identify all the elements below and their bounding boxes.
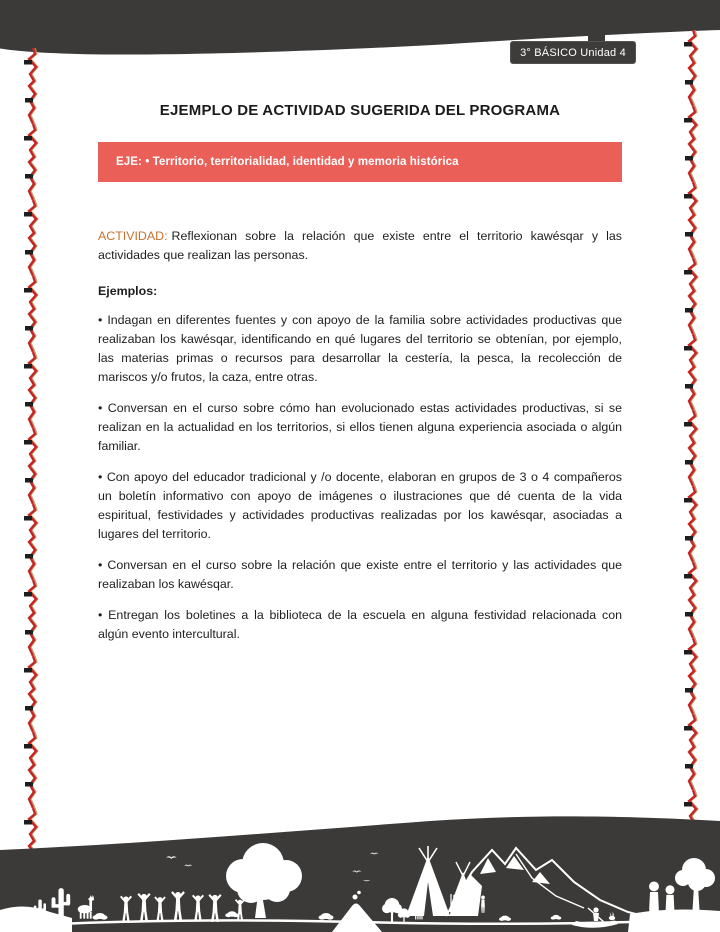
example-bullet-4: • Conversan en el curso sobre la relación que existe entre el territorio y las actividades que realizaban los kawésqar. bbox=[98, 558, 622, 591]
activity-paragraph bbox=[98, 227, 622, 265]
decorative-side-border-right bbox=[680, 30, 706, 828]
decorative-side-border-left bbox=[20, 48, 46, 850]
example-bullet-3: • Con apoyo del educador tradicional y /o docente, elaboran en grupos de 3 o 4 compañeros un boletín informativo con apoyo de imágenes o ilustraciones que dé cuenta de la vida espiritual, festividades y actividades productivas realizadas por los kawésqar, asociadas a lugares del territorio. bbox=[98, 470, 622, 541]
activity-text: Reflexionan sobre la relación que existe entre el territorio kawésqar y las actividades que realizan las personas. bbox=[98, 229, 622, 262]
page-title: EJEMPLO DE ACTIVIDAD SUGERIDA DEL PROGRAMA bbox=[159, 102, 561, 119]
eje-banner-label: EJE: • Territorio, territorialidad, identidad y memoria histórica bbox=[116, 156, 459, 168]
activity-label: ACTIVIDAD: bbox=[98, 229, 168, 243]
unit-badge bbox=[510, 41, 636, 64]
content-area bbox=[98, 100, 622, 656]
example-bullet-5: • Entregan los boletines a la biblioteca de la escuela en alguna festividad relacionada con algún evento intercultural. bbox=[98, 608, 622, 641]
indigenous-scene-footer-art bbox=[0, 810, 720, 932]
example-bullet-2: • Conversan en el curso sobre cómo han evolucionado estas actividades productivas, si se realizan en la actualidad en los territorios, si ellos tienen alguna experiencia asociada o algún familiar. bbox=[98, 401, 622, 453]
examples-heading: Ejemplos: bbox=[98, 284, 158, 298]
unit-badge-label: 3° BÁSICO Unidad 4 bbox=[520, 46, 626, 59]
example-bullet-1: • Indagan en diferentes fuentes y con apoyo de la familia sobre actividades productivas que realizaban los kawésqar, identificando en qué lugares del territorio se obtenían, por ejemplo, las materias primas o recursos para desarrollar la cestería, la pesca, la recolección de mariscos y/o frutos, la caza, entre otras. bbox=[98, 313, 622, 384]
eje-banner bbox=[98, 142, 622, 182]
